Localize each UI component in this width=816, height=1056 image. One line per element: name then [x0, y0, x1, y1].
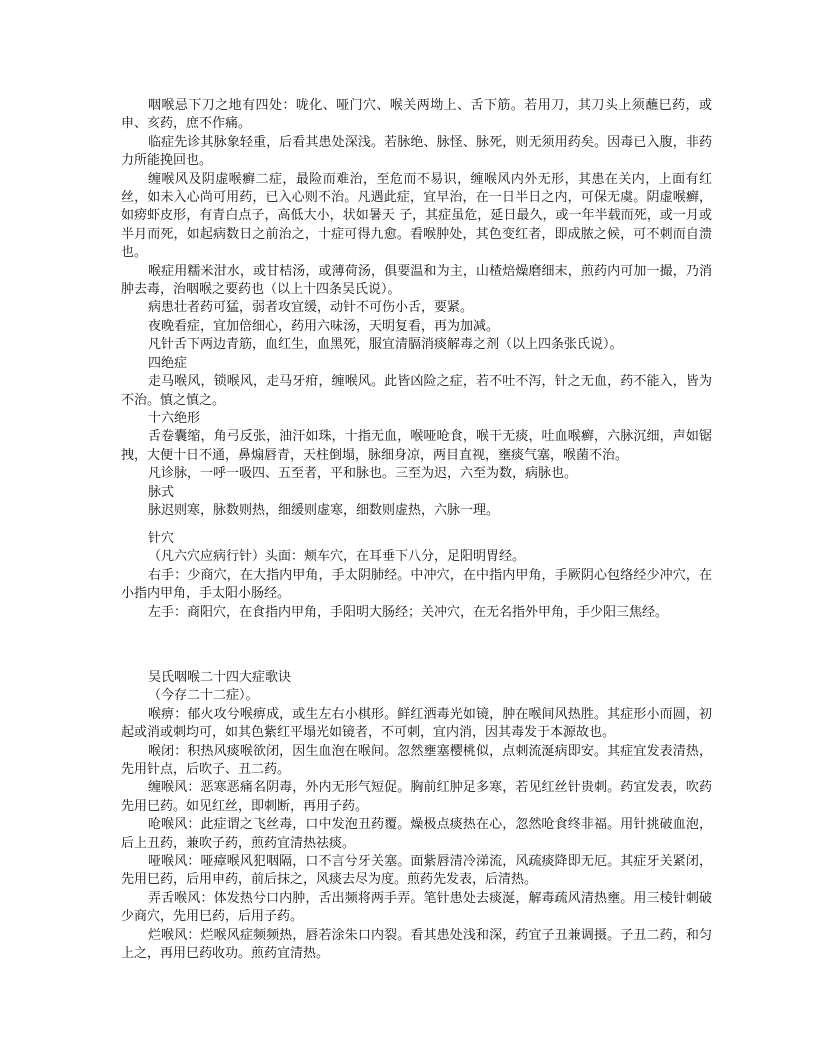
paragraph: 呛喉风：此症谓之飞丝毒，口中发泡丑药覆。燥极点痰热在心，忽然呛食终非福。用针挑破血泡，后上丑药，兼吹子药，煎药宜清热祛痰。	[121, 817, 712, 851]
paragraph: 临症先诊其脉象轻重，后看其患处深浅。若脉绝、脉怪、脉死，则无须用药矣。因毒已入腹，非药力所能挽回也。	[121, 134, 712, 169]
heading-sixteen-fatal-signs: 十六绝形	[148, 410, 201, 426]
heading-acupoints: 针穴	[148, 531, 175, 546]
paragraph: （凡六穴应病行针）头面：颊车穴，在耳垂下八分，足阳明胃经。	[148, 549, 526, 565]
paragraph: 病患壮者药可猛，弱者攻宜缓，动针不可伤小舌，要紧。	[148, 300, 474, 316]
paragraph: 凡诊脉，一呼一吸四、五至者，平和脉也。三至为迟，六至为数，病脉也。	[148, 466, 578, 482]
paragraph: 哑喉风：哑瘴喉风犯咽隔，口不言兮牙关塞。面紫唇清冷涕流，风疏痰降即无厄。其症牙关紧闭，先用巳药，后用申药，前后抹之，风痰去尽为度。煎药先发表，后清热。	[121, 854, 712, 888]
section-wu-throat-songs	[121, 669, 712, 964]
heading-wu-throat-songs: 吴氏咽喉二十四大症歌诀	[148, 670, 292, 685]
paragraph: 夜晚看症，宜加倍细心，药用六味汤，天明复看，再为加减。	[148, 318, 500, 334]
paragraph: 喉症用糯米泔水，或甘桔汤，或薄荷汤，俱要温和为主，山楂焙燥磨细末，煎药内可加一撮，乃消肿去毒，治咽喉之要药也（以上十四条吴氏说）。	[121, 263, 712, 298]
paragraph: 脉迟则寒，脉数则热，细缓则虚寒，细数则虚热，六脉一理。	[148, 502, 500, 518]
paragraph: 缠喉风及阴虚喉癣二症，最险而难治，至危而不易识，缠喉风内外无形，其患在关内，上面有红丝，如未入心尚可用药，已入心则不治。凡遇此症，宜早治，在一日半日之内，可保无虞。阴虚喉癣，如痨虾皮形，有青白点子，高低大小，状如暑天 子，其症虽危，延日最久，或一年半载而死，或一月或半月而死，如起病数日之前治之，十症可得九愈。看喉肿处，其色变红者，即成脓之候，可不刺而自溃也。	[121, 171, 712, 261]
heading-four-fatal-symptoms: 四绝症	[148, 355, 188, 371]
paragraph: 走马喉风，锁喉风，走马牙疳，缠喉风。此皆凶险之症，若不吐不泻，针之无血，药不能入，皆为不治。慎之慎之。	[121, 374, 712, 408]
paragraph: 咽喉忌下刀之地有四处：咙化、哑门穴、喉关两坳上、舌下筋。若用刀，其刀头上须蘸巳药，或申、亥药，庶不作痛。	[121, 98, 712, 132]
paragraph: 左手：商阳穴，在食指内甲角，手阳明大肠经；关冲穴，在无名指外甲角，手少阳三焦经。	[148, 604, 669, 620]
paragraph: 舌卷囊缩，角弓反张，油汗如珠，十指无血，喉哑呛食，喉干无痰，吐血喉癣，六脉沉细，声如锯拽，大便十日不通，鼻煽唇青，天柱倒塌，脉细身凉，两目直视，壅痰气塞，喉菌不治。	[121, 429, 712, 463]
subheading-remaining: （今存二十二症）。	[148, 688, 259, 704]
heading-pulse-pattern: 脉式	[148, 484, 175, 500]
paragraph: 喉痹：郁火攻兮喉痹成，或生左右小棋形。鲜红洒毒光如镜，肿在喉间风热胜。其症形小而圆，初起或消或刺均可，如其色紫红平塌光如镜者，不可刺，宜内消，因其毒发于本源故也。	[121, 706, 712, 741]
paragraph: 弄舌喉风：体发热兮口内肿，舌出频将两手弄。笔针患处去痰涎，解毒疏风清热壅。用三棱针刺破少商穴，先用巳药，后用子药。	[121, 890, 712, 925]
section-acupoints	[121, 530, 712, 622]
paragraph: 凡针舌下两边青筋，血红生，血黑死，服宜清膈消痰解毒之剂（以上四条张氏说）。	[148, 337, 623, 353]
paragraph: 右手：少商穴，在大指内甲角，手太阴肺经。中冲穴，在中指内甲角，手厥阴心包络经少冲穴，在小指内甲角，手太阳小肠经。	[121, 567, 712, 602]
paragraph: 喉闭：积热风痰喉欲闭，因生血泡在喉间。忽然壅塞樱桃似，点刺流涎病即安。其症宜发表清热，先用针点，后吹子、丑二药。	[121, 743, 712, 778]
section-throat-cautions	[121, 97, 712, 520]
paragraph: 烂喉风：烂喉风症频频热，唇若涂朱口内裂。看其患处浅和深，药宜子丑兼调摄。子丑二药，和匀上之，再用巳药收功。煎药宜清热。	[121, 927, 712, 962]
paragraph: 缠喉风：恶寒恶痛名阴毒，外内无形气短促。胸前红肿足多寒，若见红丝针贵刺。药宜发表，吹药先用巳药。如见红丝，即刺断，再用子药。	[121, 780, 712, 814]
